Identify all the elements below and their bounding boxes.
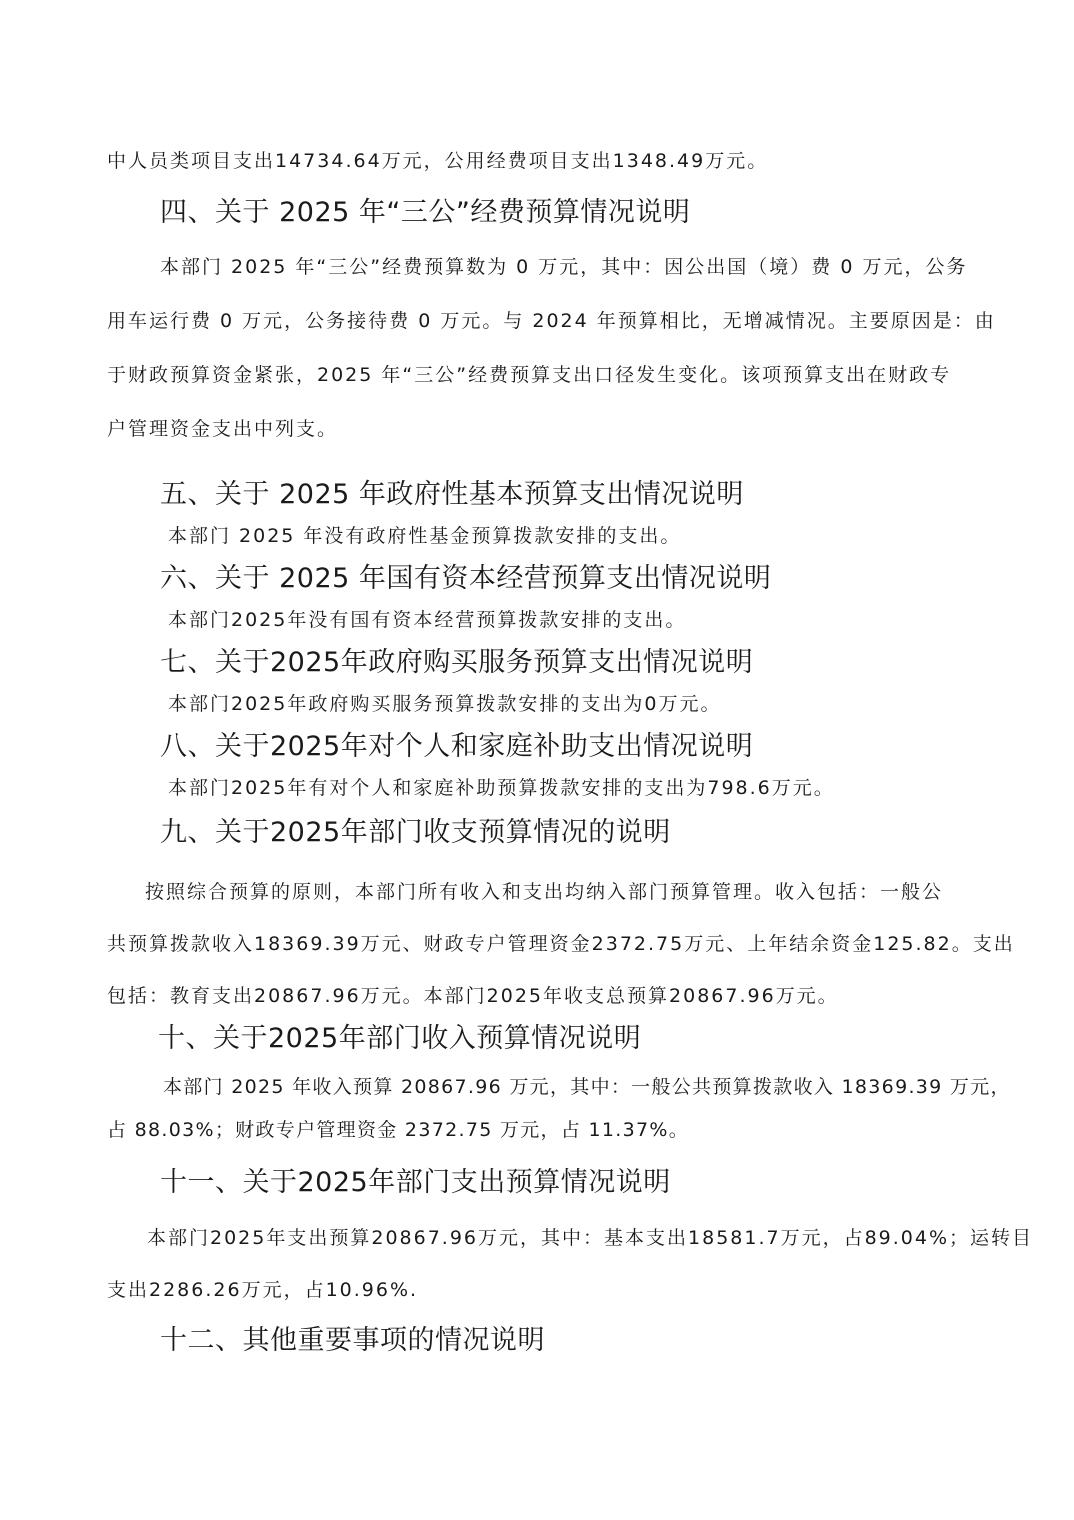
section-body-6: 本部门2025年没有国有资本经营预算拨款安排的支出。 <box>168 609 687 631</box>
section-heading-12: 十二、其他重要事项的情况说明 <box>160 1325 545 1356</box>
section-body-7: 本部门2025年政府购买服务预算拨款安排的支出为0万元。 <box>168 693 722 715</box>
section-body-10: 本部门 2025 年收入预算 20867.96 万元，其中：一般公共预算拨款收入 18369.39 万元， 占 88.03%；财政专户管理资金 2372.75 万元，占 11.37%。 <box>107 1076 1011 1141</box>
section-heading-8: 八、关于2025年对个人和家庭补助支出情况说明 <box>160 731 754 762</box>
section-heading-5: 五、关于 2025 年政府性基本预算支出情况说明 <box>160 479 744 510</box>
section-heading-7: 七、关于2025年政府购买服务预算支出情况说明 <box>160 647 754 678</box>
section-body-4: 本部门 2025 年“三公”经费预算数为 0 万元，其中：因公出国（境）费 0 万元，公务 用车运行费 0 万元，公务接待费 0 万元。与 2024 年预算相比，无增减情况。主要原因是：由 于财政预算资金紧张，2025 年“三公”经费预算支出口径发生变化。该项预算支出在财政专 户管理资金支出中列支。 <box>107 256 996 440</box>
section-heading-6: 六、关于 2025 年国有资本经营预算支出情况说明 <box>160 563 772 594</box>
section-body-8: 本部门2025年有对个人和家庭补助预算拨款安排的支出为798.6万元。 <box>168 777 835 799</box>
section-body-9: 按照综合预算的原则，本部门所有收入和支出均纳入部门预算管理。收入包括：一般公 共预算拨款收入18369.39万元、财政专户管理资金2372.75万元、上年结余资金125.82。支出 包括：教育支出20867.96万元。本部门2025年收支总预算20867.96万元。 <box>107 881 1015 1007</box>
section-heading-4: 四、关于 2025 年“三公”经费预算情况说明 <box>160 197 691 228</box>
section-heading-10: 十、关于2025年部门收入预算情况说明 <box>158 1023 642 1054</box>
section-body-11: 本部门2025年支出预算20867.96万元，其中：基本支出18581.7万元，占89.04%；运转目 支出2286.26万元，占10.96%. <box>107 1227 1034 1301</box>
section-heading-9: 九、关于2025年部门收支预算情况的说明 <box>160 817 671 848</box>
intro-continuation: 中人员类项目支出14734.64万元，公用经费项目支出1348.49万元。 <box>107 150 769 172</box>
section-heading-11: 十一、关于2025年部门支出预算情况说明 <box>160 1167 671 1198</box>
section-body-5: 本部门 2025 年没有政府性基金预算拨款安排的支出。 <box>168 525 682 547</box>
